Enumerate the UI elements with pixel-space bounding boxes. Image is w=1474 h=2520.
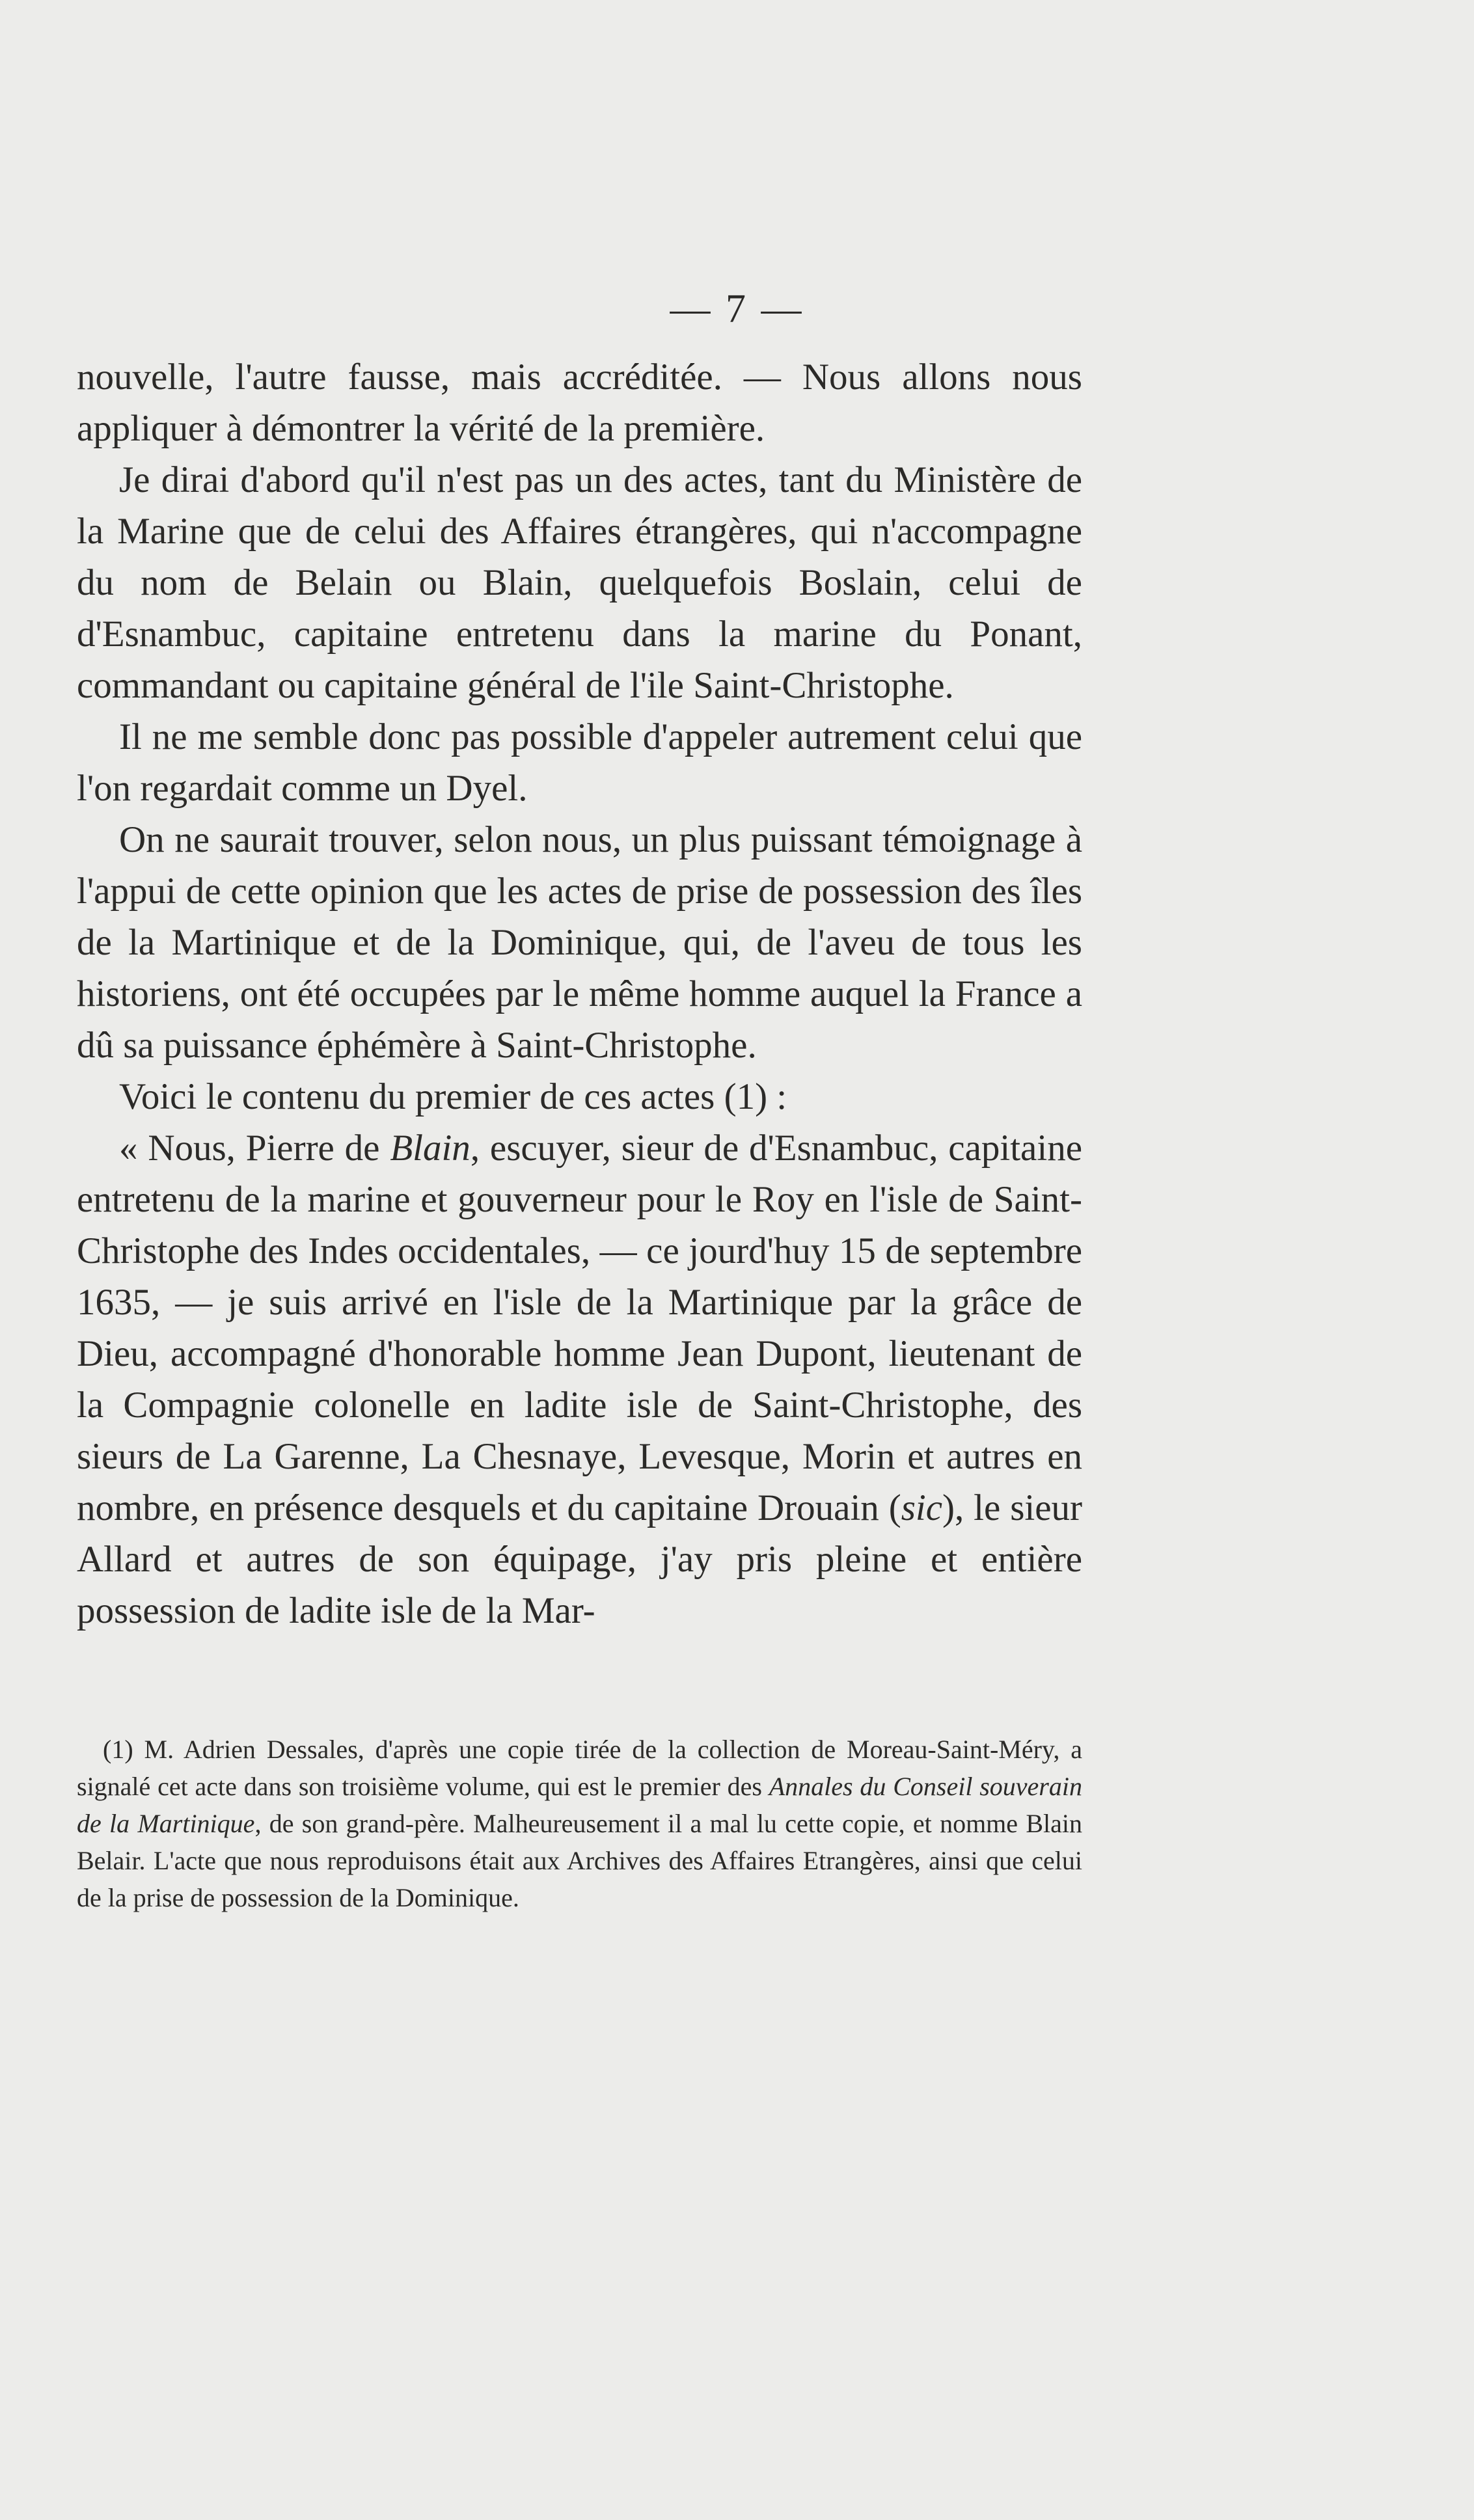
quote-text-2: , escuyer, sieur de d'Esnambuc, capitaine entretenu de la marine et gouverneur pour le Roy en l'isle de Saint-Christophe des Indes occidentales, — ce jourd'huy 15 de septembre 1635, — je suis arrivé en l'isle de la Martinique par la grâce de Dieu, accompagné d'honorable homme Jean Dupont, lieutenant de la Compagnie colonelle en ladite isle de Saint-Christophe, des sieurs de La Garenne, La Chesnaye, Levesque, Morin et autres en nombre, en présence desquels et du capitaine Drouain ( <box>77 1128 1082 1528</box>
paragraph-1: nouvelle, l'autre fausse, mais accréditée. — Nous allons nous appliquer à démontrer la vérité de la première. <box>77 357 1082 449</box>
quote-sic-italic: sic <box>901 1487 943 1528</box>
paragraph-6-quotation <box>77 1122 1082 1636</box>
footnote-paragraph <box>77 1731 1082 1916</box>
footnote-text-1: (1) M. Adrien Dessales, d'après une copie tirée de la collection de Moreau-Saint-Méry, a signalé cet acte dans son troisième volume, qui est le premier des <box>77 1735 1082 1801</box>
body-text <box>77 351 1082 1636</box>
quote-name-italic: Blain <box>390 1128 471 1169</box>
quote-text-1: « Nous, Pierre de <box>119 1128 390 1169</box>
paragraph-3: Il ne me semble donc pas possible d'appeler autrement celui que l'on regardait comme un Dyel. <box>77 716 1082 809</box>
footnote-text-2: , de son grand-père. Malheureusement il a mal lu cette copie, et nomme Blain Belair. L'acte que nous reproduisons était aux Archives des Affaires Etrangères, ainsi que celui de la prise de possession de la Dominique. <box>77 1809 1082 1912</box>
footnote-title-italic: Annales du Conseil souverain de la Martinique <box>77 1772 1082 1838</box>
quote-text-3: ), le sieur Allard et autres de son équipage, j'ay pris pleine et entière possession de ladite isle de la Mar- <box>77 1487 1082 1631</box>
paragraph-4: On ne saurait trouver, selon nous, un plus puissant témoignage à l'appui de cette opinion que les actes de prise de possession des îles de la Martinique et de la Dominique, qui, de l'aveu de tous les historiens, ont été occupées par le même homme auquel la France a dû sa puissance éphémère à Saint-Christophe. <box>77 819 1082 1066</box>
paragraph-5: Voici le contenu du premier de ces actes (1) : <box>119 1076 787 1117</box>
paragraph-2: Je dirai d'abord qu'il n'est pas un des actes, tant du Ministère de la Marine que de celui des Affaires étrangères, qui n'accompagne du nom de Belain ou Blain, quelquefois Boslain, celui de d'Esnambuc, capitaine entretenu dans la marine du Ponant, commandant ou capitaine général de l'ile Saint-Christophe. <box>77 459 1082 706</box>
page-number: — 7 — <box>670 287 804 331</box>
footnote <box>77 1731 1082 1916</box>
